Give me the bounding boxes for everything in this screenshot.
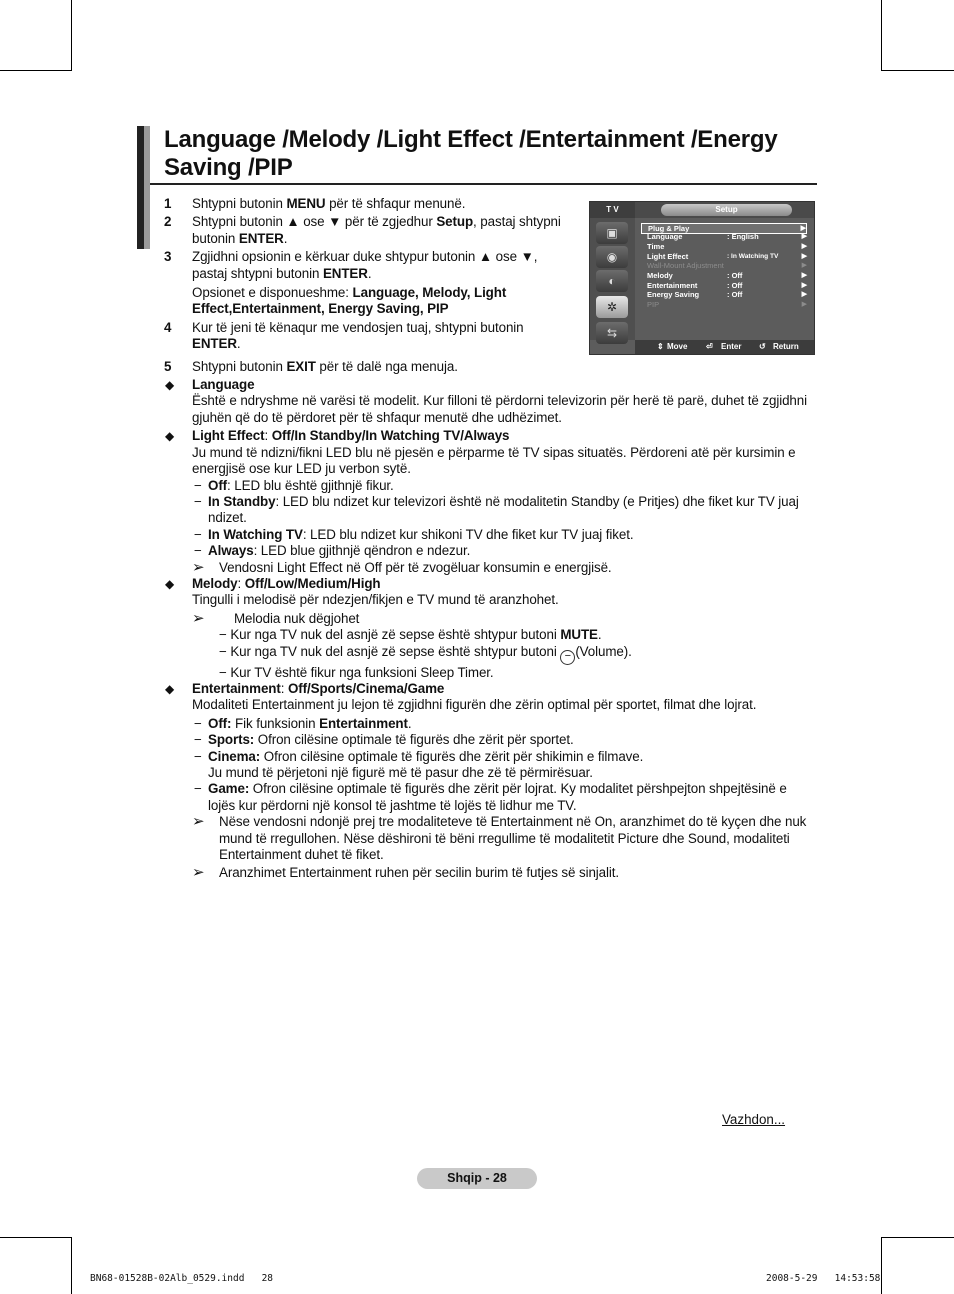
- channel-icon: ◐: [596, 270, 628, 292]
- note: ➢ Vendosni Light Effect në Off për të zvogëluar konsumin e energjisë.: [192, 558, 612, 576]
- section-heading: Light Effect: [192, 428, 265, 444]
- section-heading: Entertainment: [192, 680, 281, 696]
- crop-mark: [0, 1237, 72, 1238]
- step-5: 5 Shtypni butonin EXIT për të dalë nga menuja.: [164, 358, 458, 374]
- osd-enter-label: Enter: [721, 342, 742, 351]
- list-item: − Cinema: Ofron cilësine optimale të figurës dhe zërit për shikimin e filmave. Ju mund të përjetoni një figurë më të pasur dhe zë të përmirësuar.: [194, 748, 644, 780]
- crop-mark: [881, 1237, 882, 1294]
- diamond-bullet-icon: ◆: [165, 681, 175, 696]
- volume-minus-icon: −: [560, 650, 575, 665]
- arrow-right-icon: ▶: [801, 262, 807, 269]
- osd-row-time: Time ▶: [647, 242, 807, 251]
- arrow-right-icon: ▶: [800, 225, 806, 232]
- return-icon: ↺: [759, 342, 766, 351]
- picture-icon: ▣: [596, 222, 628, 244]
- title-accent-bar: [137, 126, 144, 249]
- section-language: ◆ Language Është e ndryshme në varësi të modelit. Kur filloni të përdorni televizorin për herë të parë, duhet të zgjidhni gjuhën që do të përdoret për të shfaqur menutë dhe udhëzimet.: [164, 377, 816, 426]
- osd-row-plug-play: Plug & Play ▶: [641, 223, 807, 234]
- section-melody: ◆ Melody: Off/Low/Medium/High Tingulli i melodisë për ndezjen/fikjen e TV mund të aranzhohet.: [165, 575, 559, 608]
- note-arrow-icon: ➢: [192, 864, 205, 882]
- arrow-right-icon: ▶: [801, 272, 807, 279]
- crop-mark: [71, 1237, 72, 1294]
- list-item: − In Watching TV: LED blu ndizet kur shikoni TV dhe fiket kur TV juaj fiket.: [194, 526, 634, 542]
- osd-row-entertainment: Entertainment : Off ▶: [647, 281, 807, 290]
- list-item: − Kur nga TV nuk del asnjë zë sepse është shtypur butoni MUTE.: [219, 627, 602, 643]
- step-1: 1 Shtypni butonin MENU për të shfaqur menunë.: [164, 196, 466, 211]
- osd-return-label: Return: [773, 342, 799, 351]
- move-icon: ⇕: [657, 342, 664, 351]
- page-title: Language /Melody /Light Effect /Entertainment /Energy Saving /PIP: [164, 126, 778, 181]
- note-arrow-icon: ➢: [192, 558, 205, 576]
- note: ➢ Melodia nuk dëgjohet: [192, 609, 360, 627]
- input-icon: ⇆: [596, 322, 628, 344]
- step-3: 3 Zgjidhni opsionin e kërkuar duke shtypur butonin ▲ ose ▼, pastaj shtypni butonin ENTER. Opsionet e disponueshme: Language, Melody, Light Effect,Entertainment, Energy Saving, PIP: [164, 249, 538, 317]
- note: ➢ Aranzhimet Entertainment ruhen për secilin burim të futjes së sinjalit.: [192, 864, 620, 882]
- osd-tv-label: T V: [590, 202, 635, 218]
- arrow-right-icon: ▶: [801, 253, 807, 260]
- note-arrow-icon: ➢: [192, 813, 205, 831]
- step-4: 4 Kur të jeni të kënaqur me vendosjen tuaj, shtypni butonin ENTER.: [164, 319, 524, 352]
- crop-mark: [881, 1237, 954, 1238]
- list-item: − In Standby: LED blu ndizet kur televizori është në modalitetin Standby (e Pritjes) dhe fiket kur TV juaj ndizet.: [194, 493, 799, 526]
- page-body: [164, 196, 816, 882]
- setup-icon: ✲: [596, 296, 628, 318]
- osd-row-language: Language : English ▶: [647, 232, 807, 241]
- osd-row-energy-saving: Energy Saving : Off ▶: [647, 290, 807, 299]
- enter-icon: ⏎: [706, 342, 713, 351]
- osd-move-label: Move: [667, 342, 688, 351]
- list-item: − Kur nga TV nuk del asnjë zë sepse është shtypur butoni − (Volume).: [164, 644, 816, 665]
- title-rule: [150, 183, 817, 185]
- list-item: − Off: Fik funksionin Entertainment.: [194, 715, 412, 731]
- crop-mark: [0, 70, 72, 71]
- list-item: − Kur TV është fikur nga funksioni Sleep Timer.: [219, 664, 494, 680]
- list-item: − Off: LED blu është gjithnjë fikur.: [194, 477, 394, 493]
- arrow-right-icon: ▶: [801, 291, 807, 298]
- crop-mark: [881, 0, 882, 70]
- note-arrow-icon: ➢: [192, 609, 205, 627]
- diamond-bullet-icon: ◆: [165, 576, 175, 591]
- note: ➢ Nëse vendosni ndonjë prej tre modaliteteve të Entertainment në On, aranzhimet do të kyçen dhe nuk mund të rregullohen. Nëse dëshironi të bëni rregullime të modalitetit Picture dhe Sound, modaliteti Entertainment duhet të fiket.: [192, 813, 807, 863]
- diamond-bullet-icon: ◆: [165, 378, 175, 393]
- osd-row-pip: PIP ▶: [647, 300, 807, 309]
- print-slug-date: 2008-5-29 14:53:58: [766, 1273, 881, 1284]
- osd-row-melody: Melody : Off ▶: [647, 271, 807, 280]
- diamond-bullet-icon: ◆: [165, 429, 175, 444]
- sound-icon: ◉: [596, 246, 628, 268]
- osd-row-light-effect: Light Effect : In Watching TV ▶: [647, 252, 807, 261]
- list-item: − Game: Ofron cilësine optimale të figurës dhe zërit për lojrat. Ky modalitet përshpejton shpejtësinë e lojës kur përdorni një konsol të jashtme të lojës të lidhur me TV.: [194, 781, 787, 813]
- section-heading: Melody: [192, 575, 238, 591]
- section-entertainment: ◆ Entertainment: Off/Sports/Cinema/Game Modaliteti Entertainment ju lejon të zgjidhni figurën dhe zërin optimal për sportet, filmat dhe lojrat.: [165, 680, 757, 713]
- print-slug-file: BN68-01528B-02Alb_0529.indd 28: [90, 1273, 274, 1284]
- step-2: 2 Shtypni butonin ▲ ose ▼ për të zgjedhur Setup, pastaj shtypni butonin ENTER.: [164, 214, 561, 246]
- list-item: − Always: LED blue gjithnjë qëndron e ndezur.: [194, 543, 471, 559]
- arrow-right-icon: ▶: [801, 233, 807, 240]
- section-heading: Language: [192, 377, 255, 393]
- page-number-badge: Shqip - 28: [417, 1168, 537, 1189]
- arrow-right-icon: ▶: [801, 282, 807, 289]
- crop-mark: [71, 0, 72, 70]
- osd-row-wall-mount: Wall-Mount Adjustment ▶: [647, 261, 807, 270]
- continued-label: Vazhdon...: [722, 1112, 786, 1127]
- section-light-effect: ◆ Light Effect: Off/In Standby/In Watching TV/Always Ju mund të ndizni/fikni LED blu në pjesën e përparme të TV sipas situatës. Përdoreni atë për kursimin e energjisë ose kur LED ju verbon sytë.: [165, 428, 796, 477]
- arrow-right-icon: ▶: [801, 301, 807, 308]
- list-item: − Sports: Ofron cilësine optimale të figurës dhe zërit për sportet.: [194, 732, 574, 748]
- title-accent-bar: [144, 126, 150, 249]
- crop-mark: [881, 70, 954, 71]
- arrow-right-icon: ▶: [801, 243, 807, 250]
- osd-menu-title: Setup: [661, 204, 792, 216]
